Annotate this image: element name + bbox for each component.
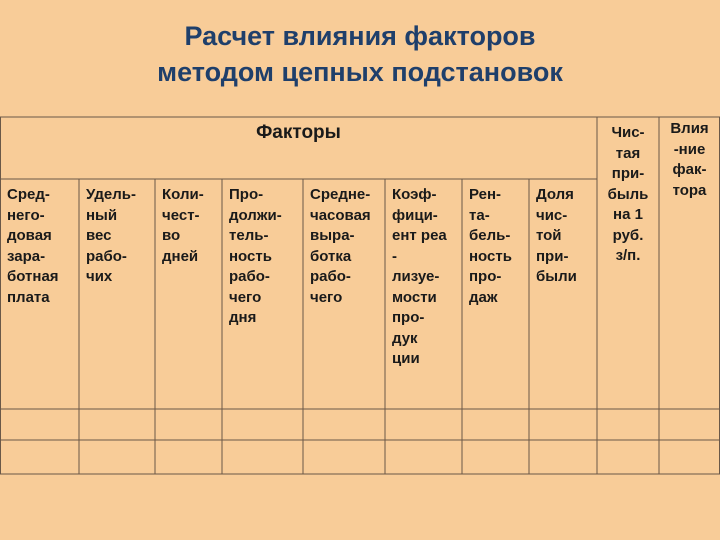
column-header-realization-coefficient: Коэф- фици- ент реа - лизуе- мости про- дук ции [392, 186, 447, 367]
factors-group-header: Факторы [256, 122, 341, 143]
column-header-avg-wage: Сред- него- довая зара- ботная плата [7, 186, 59, 306]
column-header-factor-influence: Влия -ние фак- тора [670, 120, 709, 199]
column-header-workday-length: Про- должи- тель- ность рабо- чего дня [229, 186, 282, 326]
column-header-worker-share: Удель- ный вес рабо- чих [86, 186, 136, 285]
column-header-net-profit-share: Доля чис- той при- были [536, 186, 577, 285]
slide-title-line2: методом цепных подстановок [157, 57, 563, 87]
slide-title [0, 18, 720, 90]
column-header-days-count: Коли- чест- во дней [162, 186, 204, 265]
slide-title-line1: Расчет влияния факторов [184, 21, 536, 51]
column-header-net-profit-per-ruble: Чис- тая при- быль на 1 руб. з/п. [607, 124, 649, 264]
column-header-sales-profitability: Рен- та- бель- ность про- даж [469, 186, 512, 306]
column-header-hourly-output: Средне- часовая выра- ботка рабо- чего [310, 186, 371, 306]
